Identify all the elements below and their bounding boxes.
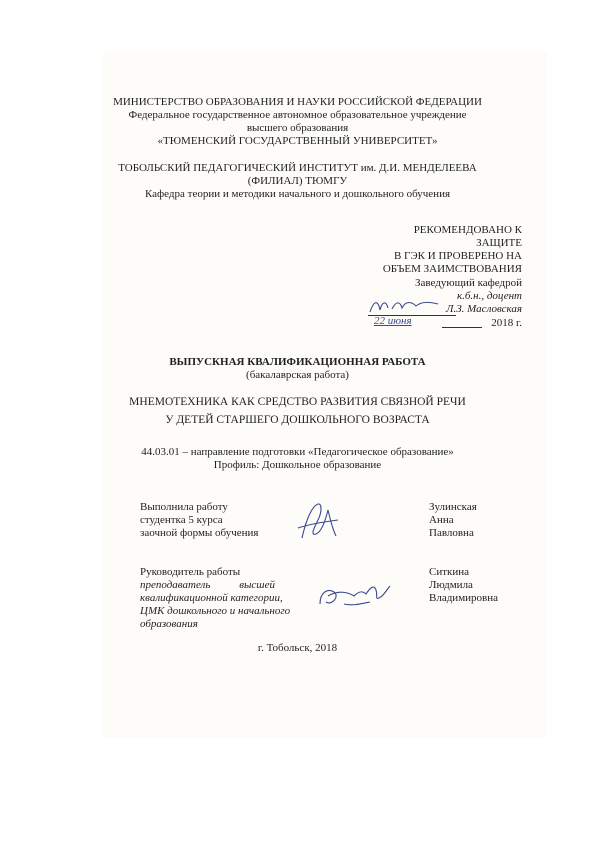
institution-type-line1: Федеральное государственное автономное образовательное учреждение xyxy=(128,109,467,121)
head-signature-icon xyxy=(366,296,446,316)
approval-line3: В ГЭК И ПРОВЕРЕНО НА xyxy=(393,250,522,262)
topic-line1: МНЕМОТЕХНИКА КАК СРЕДСТВО РАЗВИТИЯ СВЯЗНОЙ РЕЧИ xyxy=(129,396,466,408)
student-label-line2: студентка 5 курса xyxy=(140,514,223,526)
ministry-line: МИНИСТЕРСТВО ОБРАЗОВАНИЯ И НАУКИ РОССИЙСКОЙ ФЕДЕРАЦИИ xyxy=(113,96,482,108)
approval-line1: РЕКОМЕНДОВАНО К xyxy=(413,224,522,236)
approval-year: 2018 г. xyxy=(491,317,522,329)
supervisor-first-name: Людмила xyxy=(429,579,473,591)
student-patronymic: Павловна xyxy=(429,527,474,539)
document-page xyxy=(103,52,547,738)
approval-role: Заведующий кафедрой xyxy=(415,277,522,289)
institute-line1: ТОБОЛЬСКИЙ ПЕДАГОГИЧЕСКИЙ ИНСТИТУТ им. Д.И. МЕНДЕЛЕЕВА xyxy=(118,162,477,174)
supervisor-desc-line4: образования xyxy=(140,618,198,630)
supervisor-desc-line3: ЦМК дошкольного и начального xyxy=(140,605,291,617)
approval-name: Л.З. Масловская xyxy=(446,303,522,315)
department-name: Кафедра теории и методики начального и дошкольного обучения xyxy=(144,188,451,200)
student-label-line1: Выполнила работу xyxy=(140,501,228,513)
supervisor-desc-line1: преподаватель высшей xyxy=(140,579,275,591)
university-name: «ТЮМЕНСКИЙ ГОСУДАРСТВЕННЫЙ УНИВЕРСИТЕТ» xyxy=(157,135,438,147)
topic-line2: У ДЕТЕЙ СТАРШЕГО ДОШКОЛЬНОГО ВОЗРАСТА xyxy=(165,414,430,426)
student-surname: Зулинская xyxy=(429,501,477,513)
work-subtype: (бакалаврская работа) xyxy=(246,369,349,381)
supervisor-desc-line2: квалификационной категории, xyxy=(140,592,283,604)
supervisor-signature-icon xyxy=(314,578,394,612)
approval-line4: ОБЪЕМ ЗАИМСТВОВАНИЯ xyxy=(382,263,522,275)
student-signature-icon xyxy=(292,498,344,546)
direction-line: 44.03.01 – направление подготовки «Педагогическое образование» xyxy=(141,446,454,458)
city-year: г. Тобольск, 2018 xyxy=(257,642,338,654)
supervisor-label: Руководитель работы xyxy=(140,566,241,578)
date-line xyxy=(442,327,482,328)
approval-line2: ЗАЩИТЕ xyxy=(476,237,522,249)
student-first-name: Анна xyxy=(429,514,454,526)
institution-type-line2: высшего образования xyxy=(246,122,349,134)
profile-line: Профиль: Дошкольное образование xyxy=(213,459,382,471)
supervisor-patronymic: Владимировна xyxy=(429,592,499,604)
institute-line2: (ФИЛИАЛ) ТЮМГУ xyxy=(247,175,348,187)
approval-degree: к.б.н., доцент xyxy=(456,290,522,302)
work-type: ВЫПУСКНАЯ КВАЛИФИКАЦИОННАЯ РАБОТА xyxy=(169,356,426,368)
student-label-line3: заочной формы обучения xyxy=(140,527,259,539)
supervisor-surname: Ситкина xyxy=(429,566,470,578)
approval-date-handwritten: 22 июня xyxy=(374,315,412,327)
